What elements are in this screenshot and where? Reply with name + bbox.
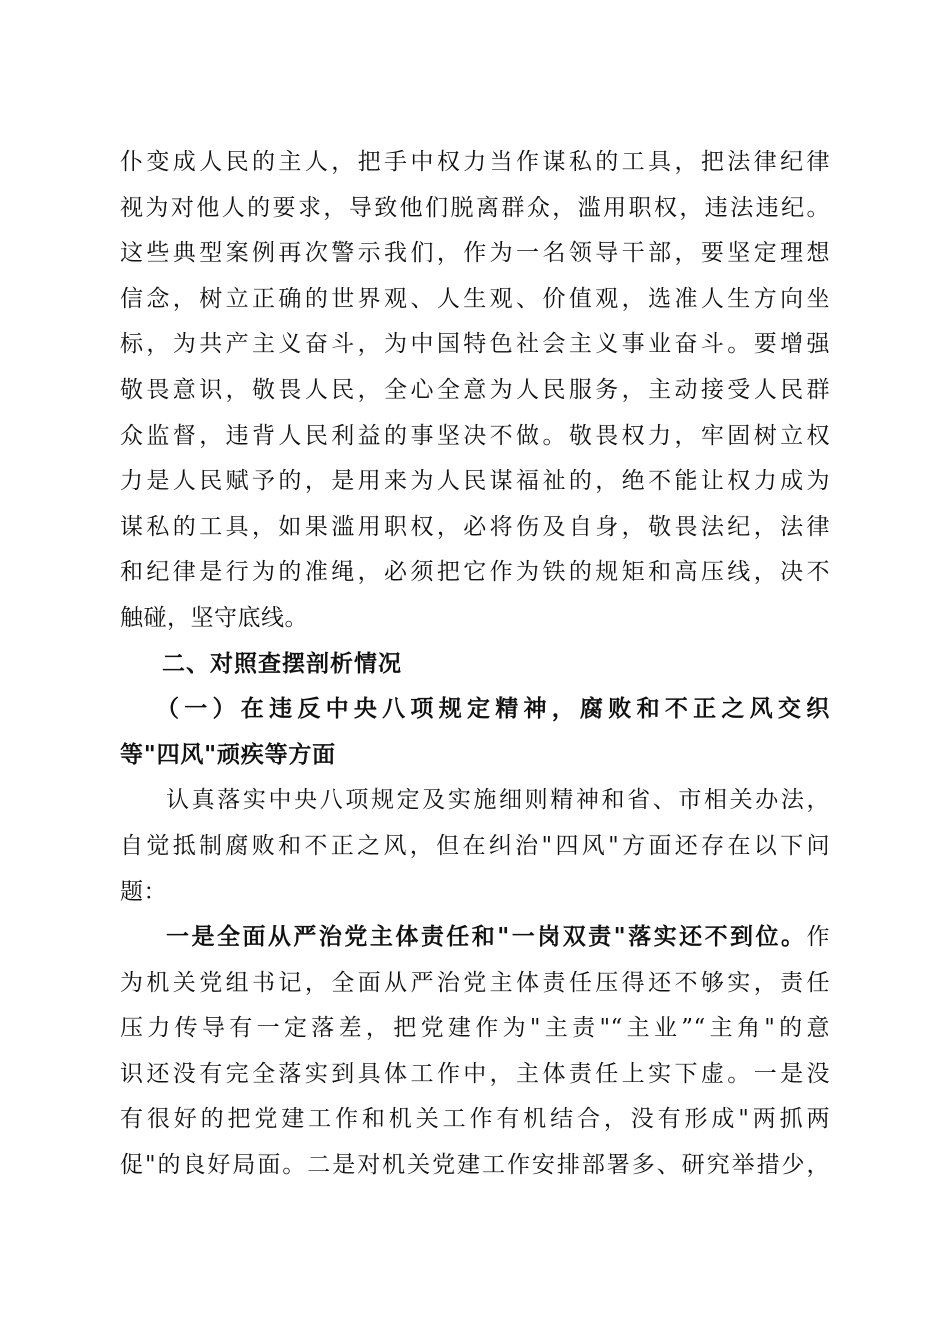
paragraph-warning-cases — [120, 140, 830, 642]
text-line: 这些典型案例再次警示我们，作为一名领导干部，要坚定理想 — [120, 240, 830, 267]
text-line: 题： — [120, 878, 167, 905]
lead-line-tail: 作 — [806, 924, 830, 951]
text-line: 敬畏意识，敬畏人民，全心全意为人民服务，主动接受人民群 — [120, 376, 830, 403]
text-line: 为机关党组书记，全面从严治党主体责任压得还不够实，责任 — [120, 969, 830, 996]
sub-heading — [120, 687, 830, 778]
text-line: 有很好的把党建工作和机关工作有机结合，没有形成"两抓两 — [120, 1106, 830, 1133]
document-body — [120, 140, 830, 1189]
paragraph-eight-rules — [120, 778, 830, 915]
paragraph-party-responsibility — [120, 915, 830, 1189]
text-line: 谋私的工具，如果滥用职权，必将伤及自身，敬畏法纪，法律 — [120, 513, 830, 540]
text-line — [120, 915, 830, 961]
text-line: 和纪律是行为的准绳，必须把它作为铁的规矩和高压线，决不 — [120, 559, 830, 586]
text-line: 压力传导有一定落差，把党建作为"主责"“主业”“主角"的意 — [120, 1015, 830, 1042]
section-heading: 二、对照查摆剖析情况 — [162, 650, 402, 677]
text-line: 促"的良好局面。二是对机关党建工作安排部署多、研究举措少， — [120, 1152, 830, 1179]
text-line: 信念，树立正确的世界观、人生观、价值观，选准人生方向坐 — [120, 285, 830, 312]
text-line: 力是人民赋予的，是用来为人民谋福祉的，绝不能让权力成为 — [120, 468, 830, 495]
text-line: 认真落实中央八项规定及实施细则精神和省、市相关办法， — [166, 787, 830, 814]
text-line: 识还没有完全落实到具体工作中，主体责任上实下虚。一是没 — [120, 1060, 830, 1087]
sub-heading-line: （一）在违反中央八项规定精神，腐败和不正之风交织 — [156, 696, 830, 723]
bold-lead-sentence: 一是全面从严治党主体责任和"一岗双责"落实还不到位。 — [166, 924, 807, 951]
text-line: 视为对他人的要求，导致他们脱离群众，滥用职权，违法违纪。 — [120, 194, 830, 221]
text-line: 触碰，坚守底线。 — [120, 604, 308, 631]
text-line: 标，为共产主义奋斗，为中国特色社会主义事业奋斗。要增强 — [120, 331, 830, 358]
text-line: 自觉抵制腐败和不正之风，但在纠治"四风"方面还存在以下问 — [120, 832, 830, 859]
sub-heading-line: 等"四风"顽疾等方面 — [120, 741, 336, 768]
text-line: 众监督，违背人民利益的事坚决不做。敬畏权力，牢固树立权 — [120, 422, 830, 449]
text-line: 仆变成人民的主人，把手中权力当作谋私的工具，把法律纪律 — [120, 149, 830, 175]
